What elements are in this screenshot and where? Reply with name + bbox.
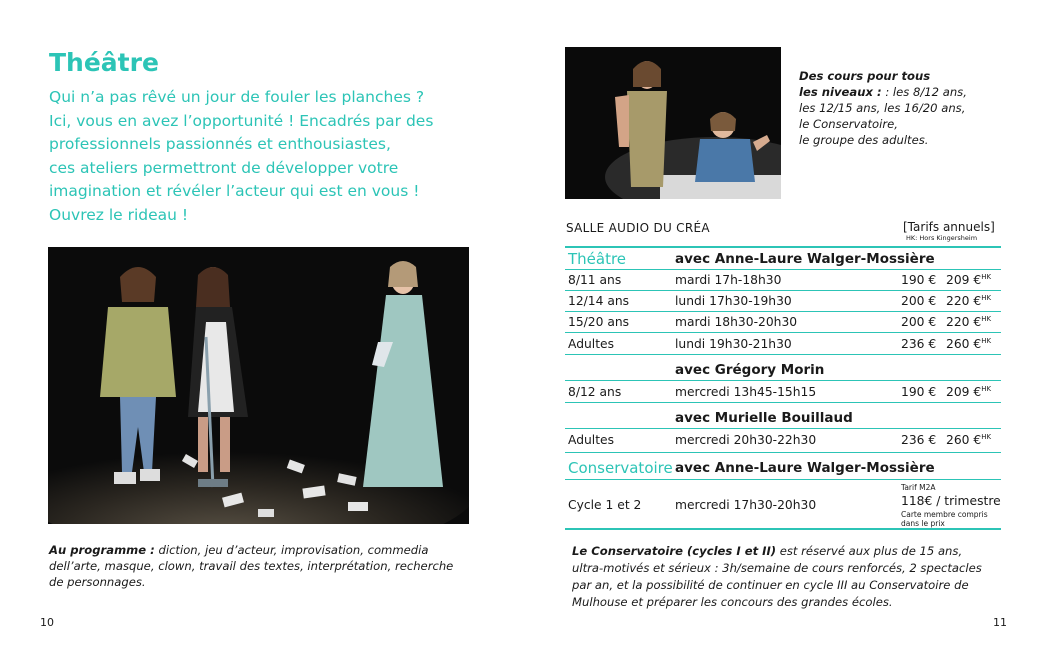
table-row [565, 381, 1001, 403]
programme-text: diction, jeu d’acteur, improvisation, commedia dell’arte, masque, clown, travail des textes, interprétation, recherche de personnages. [49, 543, 454, 589]
price-note: Carte membre compris [901, 510, 988, 519]
schedule-cell: mardi 17h-18h30 [675, 273, 782, 287]
tarifs-label: [Tarifs annuels] [903, 220, 995, 234]
table-row [565, 312, 1001, 333]
table-row [565, 333, 1001, 355]
hk-note: HK: Hors Kingersheim [906, 234, 978, 242]
intro-line: Ouvrez le rideau ! [49, 205, 189, 224]
price-hk-cell: 209 € [946, 273, 982, 287]
age-cell: Adultes [568, 337, 615, 351]
intro-line: Ici, vous en avez l’opportunité ! Encadrés par des [49, 111, 434, 130]
price-hk-cell: 260 € [946, 337, 982, 351]
intro-line: imagination et révéler l’acteur qui est en vous ! [49, 182, 420, 200]
hk-superscript: HK [981, 385, 992, 393]
age-cell: Cycle 1 et 2 [568, 498, 642, 512]
price-hk-cell: 260 € [946, 433, 982, 447]
conservatoire-line: Mulhouse et préparer les concours des grandes écoles. [572, 595, 893, 609]
schedule-cell: lundi 17h30-19h30 [675, 294, 792, 308]
programme-label: Au programme : [49, 543, 155, 557]
teacher-name: avec Anne-Laure Walger-Mossière [675, 251, 935, 267]
schedule-cell: mardi 18h30-20h30 [675, 315, 798, 329]
price-cell: 190 € [901, 273, 937, 287]
section-header [565, 355, 1001, 381]
price-hk-cell: 209 € [946, 385, 982, 399]
hk-superscript: HK [981, 294, 992, 302]
section-header [565, 453, 1001, 480]
age-cell: Adultes [568, 433, 615, 447]
price-cell: 200 € [901, 315, 937, 329]
levels-label: les niveaux : [799, 85, 882, 99]
age-cell: 8/11 ans [568, 273, 622, 287]
price-cell: 236 € [901, 337, 937, 351]
price-hk-cell: 220 € [946, 294, 982, 308]
tarif-label: Tarif M2A [901, 483, 936, 492]
venue-label: SALLE AUDIO DU CRÉA [566, 221, 710, 235]
section-header [565, 403, 1001, 429]
page-number-right: 11 [993, 616, 1007, 629]
age-cell: 12/14 ans [568, 294, 630, 308]
stage-scene-illustration [48, 247, 469, 524]
conservatoire-note [572, 543, 1002, 611]
intro-line: Qui n’a pas rêvé un jour de fouler les planches ? [49, 88, 425, 106]
price-cell: 236 € [901, 433, 937, 447]
levels-note [799, 68, 999, 148]
conservatoire-label: Le Conservatoire (cycles I et II) [572, 544, 777, 558]
schedule-cell: lundi 19h30-21h30 [675, 337, 792, 351]
age-cell: 15/20 ans [568, 315, 630, 329]
age-cell: 8/12 ans [568, 385, 622, 399]
section-header [565, 248, 1001, 270]
hk-superscript: HK [981, 433, 992, 441]
intro-line: professionnels passionnés et enthousiastes, [49, 135, 391, 153]
page-title: Théâtre [49, 48, 159, 77]
intro-line: ces ateliers permettront de développer votre [49, 158, 399, 177]
schedule-cell: mercredi 13h45-15h15 [675, 385, 817, 399]
hk-superscript: HK [981, 315, 992, 323]
price-cell: 190 € [901, 385, 937, 399]
table-row [565, 270, 1001, 291]
table-row [565, 429, 1001, 453]
levels-line: le Conservatoire, [799, 117, 898, 131]
price-hk-cell: 220 € [946, 315, 982, 329]
price-cell: 200 € [901, 294, 937, 308]
price-cell: 118€ / trimestre [901, 494, 1001, 508]
levels-line: le groupe des adultes. [799, 133, 929, 147]
table-row [565, 480, 1001, 530]
theatre-stage-photo [48, 247, 469, 524]
hk-superscript: HK [981, 273, 992, 281]
programme-paragraph [49, 542, 469, 590]
conservatoire-line: ultra-motivés et sérieux : 3h/semaine de cours renforcés, 2 spectacles [572, 561, 982, 575]
rehearsal-scene-illustration [565, 47, 781, 199]
hk-superscript: HK [981, 337, 992, 345]
section-name: Théâtre [568, 250, 627, 268]
teacher-name: avec Grégory Morin [675, 362, 825, 378]
teacher-name: avec Murielle Bouillaud [675, 410, 853, 426]
conservatoire-text: est réservé aux plus de 15 ans, [776, 544, 963, 558]
schedule-cell: mercredi 17h30-20h30 [675, 498, 817, 512]
teacher-name: avec Anne-Laure Walger-Mossière [675, 460, 935, 476]
conservatoire-line: par an, et la possibilité de continuer en cycle III au Conservatoire de [572, 578, 969, 592]
schedule-cell: mercredi 20h30-22h30 [675, 433, 817, 447]
intro-text [49, 86, 479, 227]
levels-label: Des cours pour tous [799, 69, 931, 83]
levels-line: les 12/15 ans, les 16/20 ans, [799, 101, 966, 115]
price-note: dans le prix [901, 519, 945, 528]
rehearsal-photo [565, 47, 781, 199]
page-number-left: 10 [40, 616, 54, 629]
section-name: Conservatoire [568, 459, 673, 477]
table-row [565, 291, 1001, 312]
levels-text: : les 8/12 ans, [881, 85, 967, 99]
